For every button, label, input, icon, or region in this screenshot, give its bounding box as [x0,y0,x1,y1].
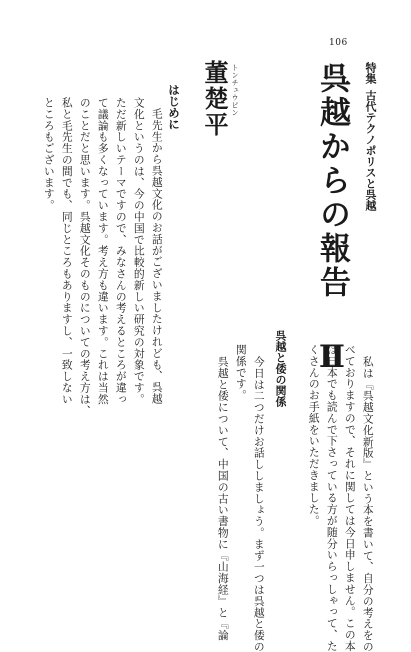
intro-line: 私と毛先生の間でも、同じところもありますし、一致しない [60,97,74,405]
intro-line: 毛先生から呉越文化のお話がございましたけれども、呉越 [150,108,164,405]
section-line: 今日は二つだけお話ししましょう。まず一つは呉越と倭の [252,356,266,652]
article-title: 呉越からの報告 Ⅱ [314,62,350,378]
para2-line: べておりますので、それに関しては今日申しません。この本 [343,344,357,652]
section-heading-intro: はじめに [167,84,181,130]
para2-line: 私は『呉越文化新版』という本を書いて、自分の考えをの [361,356,375,652]
author-name: 董楚平 [200,60,229,138]
para2-line: くさんのお手紙をいただきました。 [307,344,321,527]
section-heading-wu-yue-wa: 呉越と倭の関係 [274,330,287,407]
special-feature-label: 特集 [364,62,377,84]
intro-line: 文化というのは、今の中国で比較的新しい研究の対象です。 [132,97,146,405]
section-line: 関係です。 [234,344,248,401]
feature-subtitle: 古代テクノポリスと呉越 [364,90,377,211]
intro-line: ところもございます。 [42,97,56,211]
section-line: 呉越と倭について、中国の古い書物に『山海経』と『論 [216,356,230,641]
para2-line: は日本でも読んで下さっている方が随分いらっしゃって、た [325,344,339,652]
intro-line: ただ新しいテーマですので、みなさんの考えるところが違っ [114,97,128,405]
author-ruby: トンチュウピン [231,64,239,117]
intro-line: て議論も多くなっています。考え方も違います。これは当然 [96,97,110,405]
intro-line: のことだと思います。呉越文化そのものについての考え方は、 [78,97,92,417]
page-number: 106 [329,38,348,48]
